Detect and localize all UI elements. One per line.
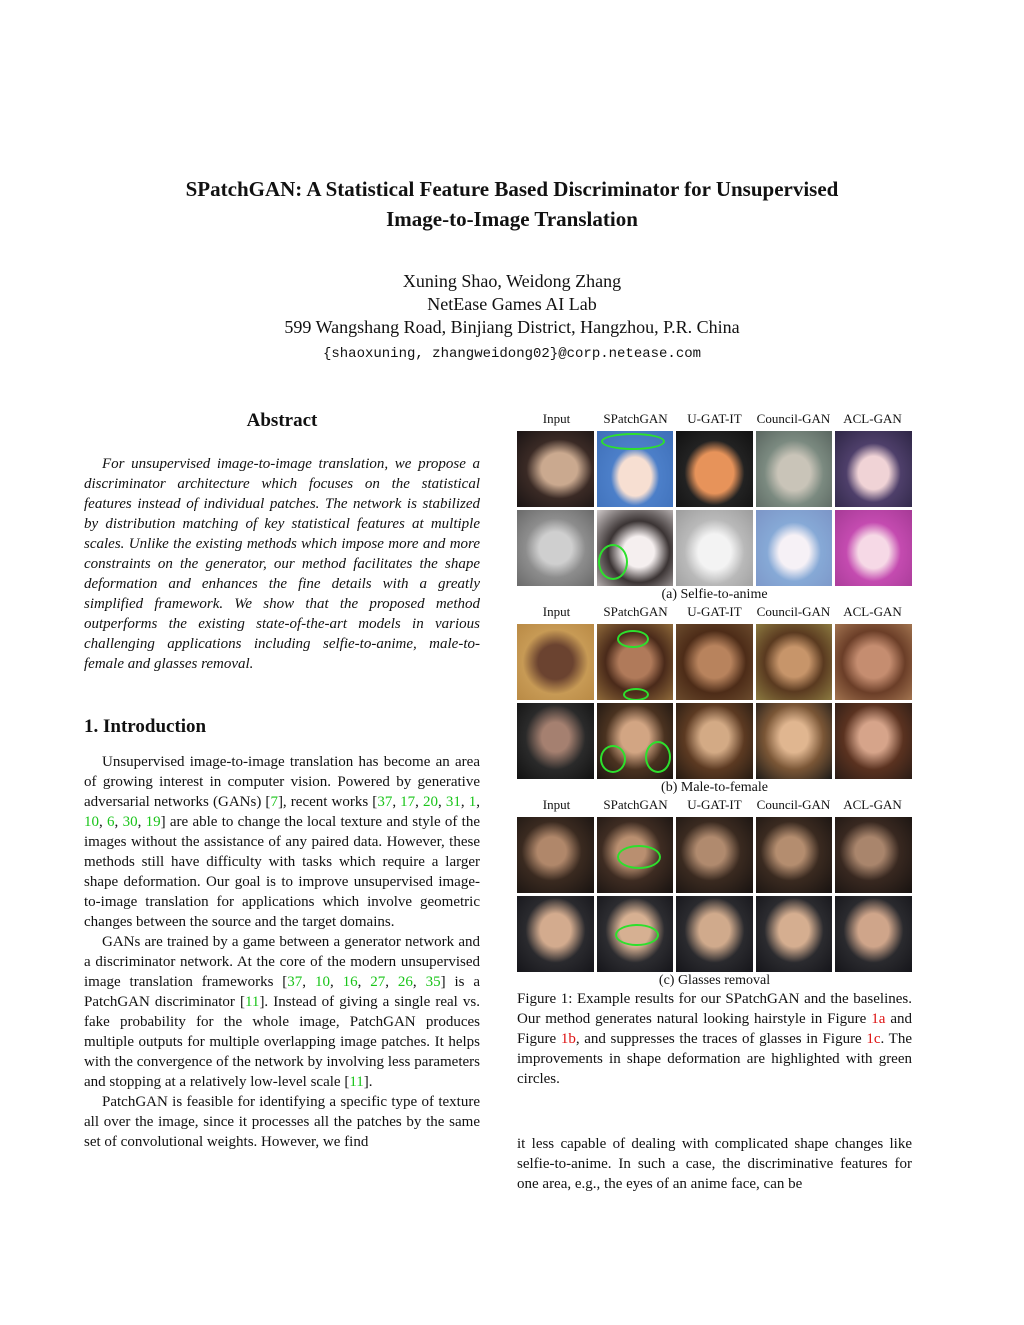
citation-link[interactable]: 27 bbox=[370, 974, 386, 990]
col-header-councilgan: Council-GAN bbox=[756, 797, 831, 812]
citation-link[interactable]: 16 bbox=[342, 974, 358, 990]
paper-title bbox=[0, 174, 1024, 234]
citation-link[interactable]: 37 bbox=[377, 794, 393, 810]
figure-column-headers bbox=[517, 411, 912, 427]
citation-link[interactable]: 35 bbox=[425, 974, 441, 990]
right-column-continued-text: it less capable of dealing with complicated shape changes like selfie-to-anime. In such a case, the discriminative features for one area, e.g., the eyes of an anime face, can be bbox=[517, 1136, 912, 1192]
figure-column-headers bbox=[517, 797, 912, 813]
highlight-circle bbox=[601, 433, 665, 450]
figure-row bbox=[517, 510, 912, 586]
subcaption-b: (b) Male-to-female bbox=[661, 780, 768, 795]
highlight-circle bbox=[615, 924, 659, 946]
photo-image bbox=[756, 896, 833, 972]
col-header-spatchgan: SPatchGAN bbox=[603, 411, 668, 426]
affiliation: NetEase Games AI Lab bbox=[427, 294, 597, 314]
photo-image bbox=[517, 703, 594, 779]
figure-row bbox=[517, 624, 912, 700]
section-heading-introduction: 1. Introduction bbox=[84, 716, 207, 737]
col-header-ugatit: U-GAT-IT bbox=[687, 604, 742, 619]
col-header-input: Input bbox=[542, 797, 571, 812]
photo-image bbox=[835, 817, 912, 893]
anime-image bbox=[835, 510, 912, 586]
photo-image bbox=[676, 703, 753, 779]
intro-paragraph-3: PatchGAN is feasible for identifying a specific type of texture all over the image, since it processes all the patches by the same set of convolutional weights. However, we find bbox=[84, 1094, 480, 1150]
col-header-input: Input bbox=[542, 411, 571, 426]
abstract-heading: Abstract bbox=[246, 410, 318, 431]
anime-image bbox=[756, 431, 833, 507]
highlight-circle bbox=[598, 544, 628, 580]
photo-image bbox=[676, 817, 753, 893]
photo-image bbox=[756, 624, 833, 700]
subcaption-a: (a) Selfie-to-anime bbox=[661, 587, 768, 602]
address: 599 Wangshang Road, Binjiang District, Hangzhou, P.R. China bbox=[284, 317, 740, 337]
anime-image bbox=[597, 510, 674, 586]
intro-paragraph-2: GANs are trained by a game between a generator network and a discriminator network. At the core of the modern unsupervised image translation frameworks [37, 10, 16, 27, 26, 35] is a PatchGAN discriminator [11]. Instead of giving a single real vs. fake probability for the whole image, PatchGAN produces multiple outputs for multiple overlapping image patches. It helps with the convergence of the network by involving less parameters and stopping at a relatively low-level scale [11]. bbox=[84, 934, 481, 1090]
photo-image bbox=[597, 896, 674, 972]
highlight-circle bbox=[623, 688, 649, 700]
col-header-input: Input bbox=[542, 604, 571, 619]
col-header-spatchgan: SPatchGAN bbox=[603, 604, 668, 619]
author-block bbox=[0, 270, 1024, 339]
title-line-2: Image-to-Image Translation bbox=[386, 207, 638, 231]
col-header-ugatit: U-GAT-IT bbox=[687, 411, 742, 426]
col-header-councilgan: Council-GAN bbox=[756, 411, 831, 426]
introduction-body bbox=[84, 752, 480, 1152]
anime-image bbox=[676, 431, 753, 507]
photo-image bbox=[676, 896, 753, 972]
figure-row bbox=[517, 703, 912, 779]
figure-1 bbox=[517, 411, 912, 1089]
photo-image bbox=[756, 817, 833, 893]
citation-link[interactable]: 37 bbox=[287, 974, 303, 990]
highlight-circle bbox=[617, 845, 661, 869]
photo-image bbox=[517, 624, 594, 700]
highlight-circle bbox=[600, 745, 626, 773]
intro-paragraph-1: Unsupervised image-to-image translation has become an area of growing interest in computer vision. Powered by generative adversarial networks (GANs) [7], recent works [37, 17, 20, 31, 1, 10, 6, 30, 19] are able to change the local texture and style of the images without the assistance of any paired data. However, these methods still have difficulty with tasks which require a larger shape deformation. Our goal is to improve unsupervised image-to-image translation for applications which involve geometric changes between the source and the target domains. bbox=[84, 754, 481, 930]
citation-link[interactable]: 30 bbox=[122, 814, 138, 830]
photo-image bbox=[676, 624, 753, 700]
anime-image bbox=[835, 431, 912, 507]
citation-link[interactable]: 1 bbox=[468, 794, 477, 810]
citation-link[interactable]: 11 bbox=[244, 994, 260, 1010]
citation-link[interactable]: 7 bbox=[270, 794, 278, 810]
photo-image bbox=[597, 817, 674, 893]
figure-column-headers bbox=[517, 604, 912, 620]
highlight-circle bbox=[645, 741, 671, 773]
highlight-circle bbox=[617, 630, 649, 648]
citation-link[interactable]: 10 bbox=[314, 974, 330, 990]
citation-link[interactable]: 20 bbox=[423, 794, 439, 810]
photo-image bbox=[835, 896, 912, 972]
col-header-aclgan: ACL-GAN bbox=[843, 797, 902, 812]
photo-image bbox=[517, 510, 594, 586]
figure-row bbox=[517, 896, 912, 972]
anime-image bbox=[676, 510, 753, 586]
col-header-councilgan: Council-GAN bbox=[756, 604, 831, 619]
photo-image bbox=[835, 624, 912, 700]
citation-link[interactable]: 6 bbox=[107, 814, 115, 830]
anime-image bbox=[756, 510, 833, 586]
col-header-spatchgan: SPatchGAN bbox=[603, 797, 668, 812]
abstract-text: For unsupervised image-to-image translation, we propose a discriminator architecture which focuses on the statistical features instead of individual patches. The network is stabilized by distribution matching of key statistical features at multiple scales. Unlike the existing methods which impose more and more constraints on the generator, our method facilitates the shape deformation and enhances the fine details with a greatly simplified framework. We show that the proposed method outperforms the existing state-of-the-art models in various challenging applications including selfie-to-anime, male-to-female and glasses removal. bbox=[84, 456, 480, 672]
figure-ref-link[interactable]: 1a bbox=[871, 1011, 886, 1027]
figure-row bbox=[517, 431, 912, 507]
citation-link[interactable]: 17 bbox=[400, 794, 416, 810]
citation-link[interactable]: 19 bbox=[145, 814, 161, 830]
citation-link[interactable]: 31 bbox=[445, 794, 461, 810]
figure-row bbox=[517, 817, 912, 893]
photo-image bbox=[517, 431, 594, 507]
citation-link[interactable]: 11 bbox=[349, 1074, 364, 1090]
col-header-ugatit: U-GAT-IT bbox=[687, 797, 742, 812]
photo-image bbox=[517, 896, 594, 972]
col-header-aclgan: ACL-GAN bbox=[843, 604, 902, 619]
col-header-aclgan: ACL-GAN bbox=[843, 411, 902, 426]
authors: Xuning Shao, Weidong Zhang bbox=[402, 271, 622, 291]
citation-link[interactable]: 26 bbox=[397, 974, 413, 990]
anime-image bbox=[597, 431, 674, 507]
photo-image bbox=[597, 703, 674, 779]
photo-image bbox=[835, 703, 912, 779]
figure-ref-link[interactable]: 1b bbox=[560, 1031, 576, 1047]
figure-ref-link[interactable]: 1c bbox=[866, 1031, 881, 1047]
figure-caption: Figure 1: Example results for our SPatchGAN and the baselines. Our method generates natural looking hairstyle in Figure 1a and Figure 1b, and suppresses the traces of glasses in Figure 1c. The improvements in shape deformation are highlighted with green circles. bbox=[517, 991, 912, 1087]
photo-image bbox=[517, 817, 594, 893]
title-line-1: SPatchGAN: A Statistical Feature Based Discriminator for Unsupervised bbox=[185, 177, 839, 201]
citation-link[interactable]: 10 bbox=[84, 814, 99, 830]
photo-image bbox=[597, 624, 674, 700]
email[interactable]: {shaoxuning, zhangweidong02}@corp.netease.com bbox=[322, 346, 702, 362]
photo-image bbox=[756, 703, 833, 779]
subcaption-c: (c) Glasses removal bbox=[658, 973, 771, 988]
